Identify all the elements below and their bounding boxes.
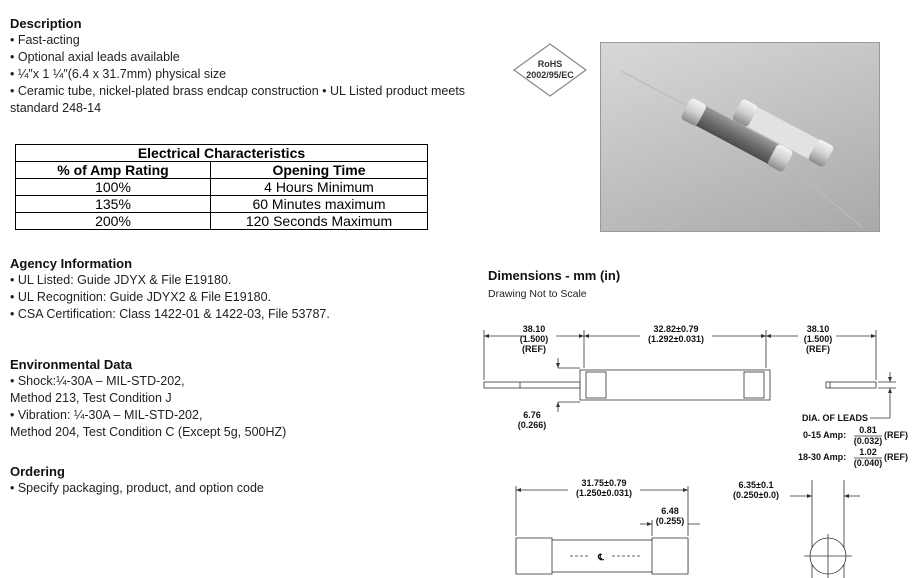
product-photo [600, 42, 880, 232]
agency-item: • UL Recognition: Guide JDYX2 & File E19180. [10, 290, 271, 304]
description-heading: Description [10, 16, 82, 31]
dim-lead-left: (REF) [522, 344, 546, 354]
dim-lead-right: (1.500) [803, 334, 833, 344]
dim-body-dia: 6.76 [523, 410, 541, 420]
amp-0-15-num: 0.81 [859, 425, 877, 435]
amp-18-30-den: (0.040) [853, 458, 883, 468]
amp-18-30-ref: (REF) [884, 452, 908, 462]
amp-0-15-den: (0.032) [853, 436, 883, 446]
dim-lead-left: 38.10 [522, 324, 546, 334]
rohs-line1: RoHS [537, 59, 563, 69]
agency-heading: Agency Information [10, 256, 133, 271]
dimension-drawing [480, 300, 920, 578]
agency-item: • CSA Certification: Class 1422-01 & 1422-03, File 53787. [10, 307, 330, 321]
column-header: Opening Time [211, 162, 428, 179]
description-section [10, 15, 480, 117]
table-cell: 100% [16, 179, 211, 196]
environmental-item: Method 213, Test Condition J [10, 391, 172, 405]
amp-18-30-label: 18-30 Amp: [798, 452, 847, 462]
dim-cap-length: (0.255) [655, 516, 685, 526]
table-cell: 200% [16, 213, 211, 230]
agency-section [10, 255, 340, 323]
environmental-heading: Environmental Data [10, 357, 133, 372]
rohs-badge [512, 42, 588, 98]
description-item: • Optional axial leads available [10, 50, 180, 64]
dim-body-dia: (0.266) [517, 420, 547, 430]
table-row [16, 179, 428, 196]
table-row [16, 213, 428, 230]
table-cell: 120 Seconds Maximum [211, 213, 428, 230]
description-item: • Ceramic tube, nickel-plated brass endcap construction • UL Listed product meets standard 248-14 [10, 84, 466, 115]
drawing-note: Drawing Not to Scale [488, 288, 587, 300]
table-title: Electrical Characteristics [16, 145, 428, 162]
fuse-photo-illustration [601, 43, 879, 231]
dimensions-title: Dimensions - mm (in) [488, 268, 621, 283]
dim-cart-length: (1.250±0.031) [576, 488, 632, 498]
description-item: • ¼″x 1 ¼″(6.4 x 31.7mm) physical size [10, 67, 227, 81]
dim-cap-length: 6.48 [661, 506, 679, 516]
table-cell: 4 Hours Minimum [211, 179, 428, 196]
dim-cart-dia: (0.250±0.0) [733, 490, 779, 500]
amp-0-15-ref: (REF) [884, 430, 908, 440]
dim-body-length: (1.292±0.031) [648, 334, 704, 344]
environmental-item: • Shock:¼-30A – MIL-STD-202, [10, 374, 185, 388]
ordering-heading: Ordering [10, 464, 65, 479]
dia-leads-label: DIA. OF LEADS [801, 413, 868, 423]
environmental-section [10, 356, 340, 441]
environmental-item: • Vibration: ¼-30A – MIL-STD-202, [10, 408, 203, 422]
rohs-line2: 2002/95/EC [526, 70, 574, 80]
amp-0-15-label: 0-15 Amp: [803, 430, 847, 440]
column-header: % of Amp Rating [16, 162, 211, 179]
dim-lead-right: (REF) [806, 344, 830, 354]
table-cell: 60 Minutes maximum [211, 196, 428, 213]
dim-lead-left: (1.500) [519, 334, 549, 344]
dim-cart-dia: 6.35±0.1 [738, 480, 774, 490]
agency-item: • UL Listed: Guide JDYX & File E19180. [10, 273, 232, 287]
dim-body-length: 32.82±0.79 [653, 324, 699, 334]
description-item: • Fast-acting [10, 33, 80, 47]
environmental-item: Method 204, Test Condition C (Except 5g, 500HZ) [10, 425, 287, 439]
dim-cart-length: 31.75±0.79 [581, 478, 627, 488]
centerline-symbol: ℄ [598, 552, 604, 562]
ordering-item: • Specify packaging, product, and option code [10, 481, 264, 495]
amp-18-30-num: 1.02 [859, 447, 877, 457]
ordering-section [10, 463, 340, 497]
table-row [16, 196, 428, 213]
electrical-characteristics-table [15, 144, 428, 230]
table-cell: 135% [16, 196, 211, 213]
dim-lead-right: 38.10 [806, 324, 830, 334]
